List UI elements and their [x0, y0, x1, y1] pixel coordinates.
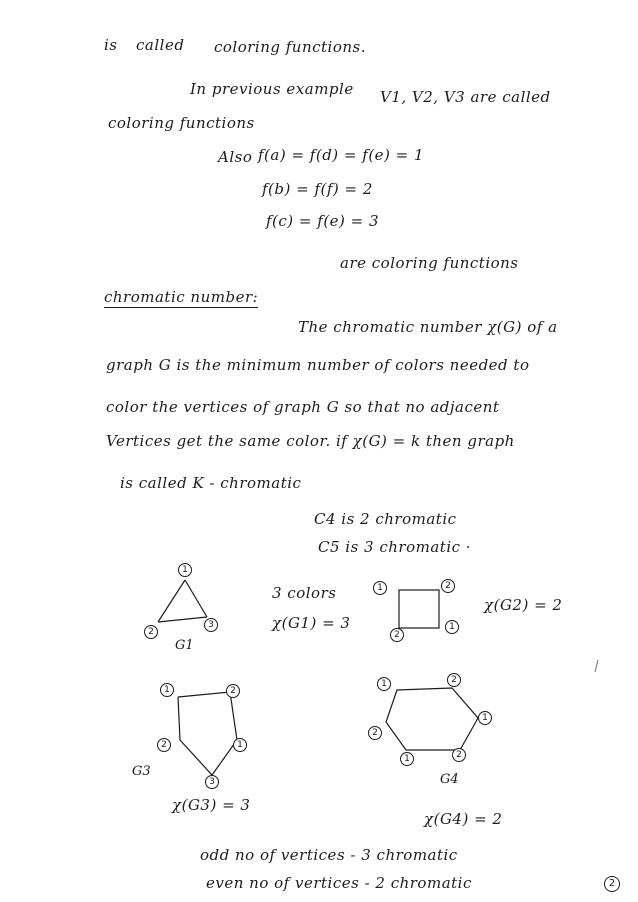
g3-vertex-label: 1	[233, 738, 247, 752]
page-number: 2	[604, 876, 620, 892]
g4-vertex-label: 1	[400, 752, 414, 766]
text-chi-g4: χ(G4) = 2	[424, 810, 503, 828]
text-in-previous-example: In previous example	[190, 80, 354, 98]
text-also: Also	[218, 148, 253, 166]
text-are-coloring-functions: are coloring functions	[340, 254, 519, 272]
text-odd-vertices: odd no of vertices - 3 chromatic	[200, 846, 458, 864]
paragraph-line-1: The chromatic number χ(G) of a	[298, 318, 558, 336]
text-is: is	[104, 36, 118, 54]
heading-chromatic-number: chromatic number:	[104, 288, 259, 306]
text-even-vertices: even no of vertices - 2 chromatic	[206, 874, 472, 892]
graph-g3-edges	[178, 692, 237, 775]
text-coloring-functions: coloring functions.	[214, 38, 367, 56]
text-chi-g2: χ(G2) = 2	[484, 596, 563, 614]
g1-name: G1	[175, 638, 194, 653]
g4-vertex-label: 1	[478, 711, 492, 725]
g3-vertex-label: 2	[157, 738, 171, 752]
paragraph-line-5: is called K - chromatic	[120, 474, 302, 492]
graph-g1-edges	[158, 580, 207, 622]
g3-name: G3	[132, 764, 151, 779]
text-chi-g1: χ(G1) = 3	[272, 614, 351, 632]
g2-vertex-label: 1	[445, 620, 459, 634]
equation-2: f(b) = f(f) = 2	[262, 180, 373, 198]
g4-name: G4	[440, 772, 459, 787]
g2-vertex-label: 2	[390, 628, 404, 642]
g3-vertex-label: 3	[205, 775, 219, 789]
paragraph-line-2: graph G is the minimum number of colors needed to	[106, 356, 530, 374]
text-called: called	[136, 36, 185, 54]
g3-vertex-label: 1	[160, 683, 174, 697]
g3-vertex-label: 2	[226, 684, 240, 698]
g4-vertex-label: 2	[368, 726, 382, 740]
g1-vertex-label: 2	[144, 625, 158, 639]
text-c5: C5 is 3 chromatic ·	[318, 538, 472, 556]
paragraph-line-3: color the vertices of graph G so that no adjacent	[106, 398, 500, 416]
g4-vertex-label: 2	[452, 748, 466, 762]
g2-vertex-label: 2	[441, 579, 455, 593]
g1-vertex-label: 1	[178, 563, 192, 577]
equation-1: f(a) = f(d) = f(e) = 1	[258, 146, 425, 164]
text-3-colors: 3 colors	[272, 584, 337, 602]
g4-vertex-label: 1	[377, 677, 391, 691]
graph-g4-edges	[386, 688, 478, 750]
text-c4: C4 is 2 chromatic	[314, 510, 457, 528]
graph-g2-edges	[399, 590, 439, 628]
g1-vertex-label: 3	[204, 618, 218, 632]
text-coloring-functions-2: coloring functions	[108, 114, 255, 132]
text-chi-g3: χ(G3) = 3	[172, 796, 251, 814]
equation-3: f(c) = f(e) = 3	[266, 212, 380, 230]
paragraph-line-4: Vertices get the same color. if χ(G) = k then graph	[106, 432, 515, 450]
g2-vertex-label: 1	[373, 581, 387, 595]
g4-vertex-label: 2	[447, 673, 461, 687]
text-v-called: V1, V2, V3 are called	[380, 88, 551, 106]
